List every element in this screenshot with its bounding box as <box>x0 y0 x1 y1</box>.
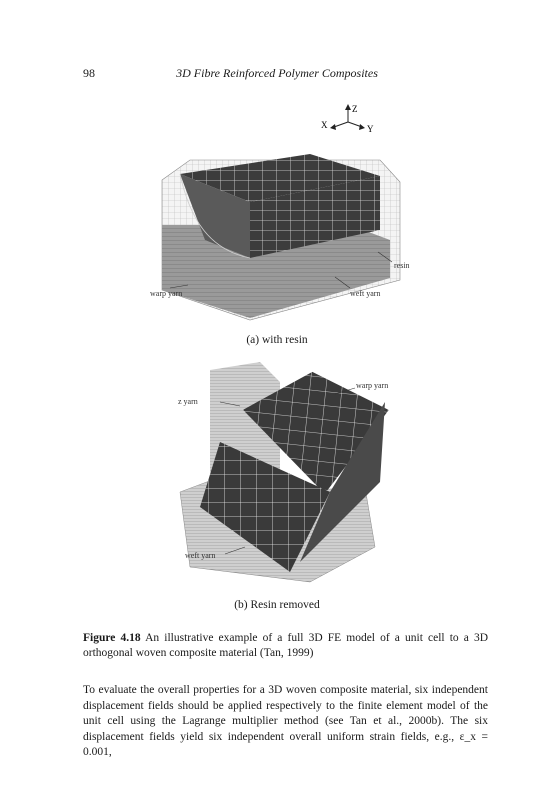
figure-b-fe-model <box>160 362 420 592</box>
figure-caption <box>83 631 488 661</box>
label-warp-yarn-b: warp yarn <box>356 381 389 390</box>
axis-x-label: X <box>321 120 328 130</box>
figure-b-subcaption: (b) Resin removed <box>234 599 320 611</box>
figure-a-subcaption: (a) with resin <box>246 334 308 346</box>
running-title: 3D Fibre Reinforced Polymer Composites <box>176 66 378 80</box>
label-weft-yarn: weft yarn <box>350 289 381 298</box>
label-z-yarn: z yarn <box>178 397 198 406</box>
axes-indicator-icon <box>318 100 388 140</box>
label-resin: resin <box>394 261 410 270</box>
figure-caption-text: An illustrative example of a full 3D FE model of a unit cell to a 3D orthogonal woven composite material (Tan, 1999) <box>83 632 489 659</box>
page-number: 98 <box>83 66 95 80</box>
axis-y-label: Y <box>367 124 374 134</box>
figure-caption-label: Figure 4.18 <box>83 632 141 644</box>
axis-z-label: Z <box>352 104 358 114</box>
label-weft-yarn-b: weft yarn <box>185 551 216 560</box>
label-warp-yarn: warp yarn <box>150 289 183 298</box>
figure-a-fe-model <box>150 140 420 330</box>
body-paragraph: To evaluate the overall properties for a 3D woven composite material, six independent displacement fields should be applied respectively to the finite element model of the unit cell using the Lagrange multiplier method (see Tan et al., 2000b). The six displacement fields yield six independent overall uniform strain fields, e.g., ε_x = 0.001, <box>83 684 488 758</box>
